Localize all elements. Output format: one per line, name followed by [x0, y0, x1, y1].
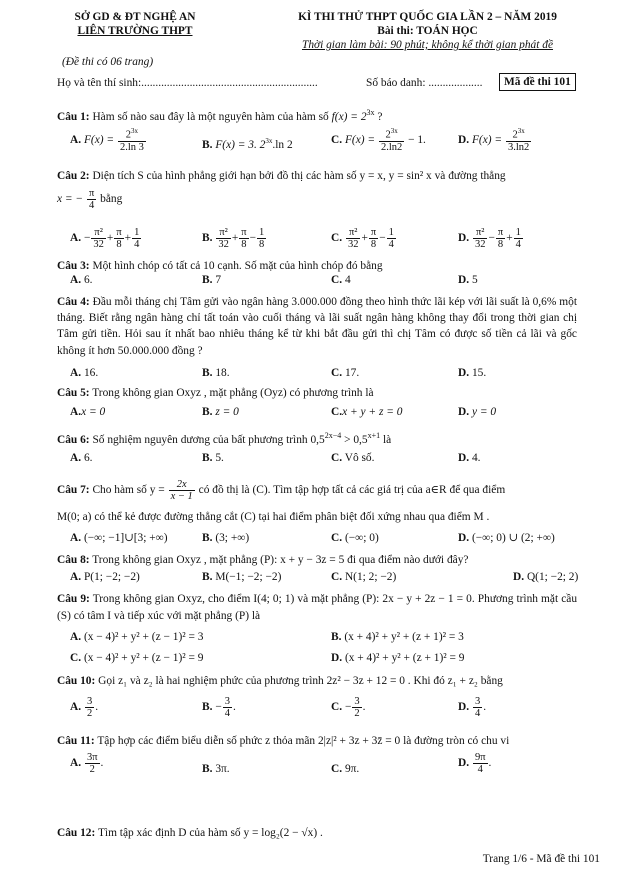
exam-code-box: Mã đề thi 101 [499, 73, 576, 91]
option-label: C. [331, 452, 343, 464]
q4-option-d[interactable] [458, 366, 486, 380]
question-9 [57, 591, 577, 624]
question-12 [57, 826, 323, 840]
option-label: A. [70, 274, 82, 286]
q8-option-b[interactable] [202, 570, 281, 584]
option-label: C. [331, 232, 343, 245]
q5-option-d[interactable] [458, 405, 496, 419]
q6-option-a[interactable] [70, 451, 92, 465]
equation-left: x = − [57, 193, 84, 206]
question-number: Câu 10: [57, 675, 96, 687]
question-text: Số nghiệm nguyên dương của bất phương trình 0,5 [92, 433, 325, 446]
option-label: A. [70, 133, 82, 146]
sign: + [506, 232, 513, 245]
q2-option-c[interactable] [331, 227, 397, 250]
option-text: 15. [471, 367, 487, 379]
option-label: A. [70, 452, 82, 464]
q2-option-a[interactable] [70, 227, 142, 250]
option-text: 9π. [344, 763, 360, 775]
option-label: B. [331, 631, 342, 643]
sign: − [488, 232, 495, 245]
sign: − [379, 232, 386, 245]
denominator: 4 [134, 239, 140, 251]
option-label: B. [202, 406, 213, 418]
numerator: π² [216, 227, 231, 239]
option-label: D. [513, 571, 525, 583]
option-text: F(x) = [83, 133, 115, 146]
option-text: 18. [215, 367, 230, 379]
denominator: 2.ln2 [380, 141, 403, 153]
denominator: 2 [86, 708, 93, 720]
q10-option-d[interactable]: D. $\frac{3}{4}$ . [458, 696, 487, 720]
question-text: Gọi z₁ và z₂ là hai nghiệm phức của phương trình 2z² − 3z + 12 = 0 . Khi đó z₁ + z₂ bằng [98, 675, 503, 687]
option-label: D. [458, 757, 470, 770]
option-text: x = 0 [81, 406, 106, 418]
sign: − [344, 701, 352, 714]
q10-option-a[interactable]: A. $\frac{3}{2}$ . [70, 696, 99, 720]
option-label: C. [70, 652, 82, 664]
candidate-name-line: Họ và tên thí sinh:.............................................................. [57, 77, 318, 89]
q4-option-c[interactable] [331, 366, 359, 380]
option-label: D. [458, 274, 470, 286]
question-number: Câu 1: [57, 110, 90, 123]
q8-option-d[interactable] [513, 570, 578, 584]
option-label: D. [458, 367, 470, 379]
numerator: 1 [134, 227, 140, 238]
option-label: C. [331, 133, 343, 146]
option-text: 4. [471, 452, 481, 464]
q4-option-a[interactable] [70, 366, 98, 380]
q9-option-d[interactable] [331, 651, 464, 665]
option-text-tail: − 1. [408, 133, 426, 146]
function-expression: f(x) = 2 [331, 110, 367, 123]
option-text: x + y + z = 0 [342, 406, 403, 418]
q8-option-a[interactable] [70, 570, 140, 584]
option-label: C. [331, 701, 343, 714]
denominator: 4 [224, 708, 230, 720]
exponent: x+1 [367, 431, 381, 440]
question-text: Cho hàm số y = [92, 484, 165, 497]
numerator: 2 [512, 129, 518, 141]
question-text: Trong không gian Oxyz , mặt phẳng (Oyz) có phương trình là [92, 387, 374, 399]
question-number: Câu 5: [57, 387, 90, 399]
q8-option-c[interactable] [331, 570, 396, 584]
q5-option-c[interactable] [331, 405, 402, 419]
question-11 [57, 734, 509, 748]
school-name: LIÊN TRƯỜNG THPT [77, 25, 193, 37]
option-text-tail: .ln 2 [272, 138, 293, 151]
q7-line-2: M(0; a) có thể kẻ được đường thẳng cắt (C) tại hai điểm phân biệt đối xứng nhau qua điểm M . [57, 511, 490, 523]
option-label: B. [202, 701, 213, 714]
option-label: B. [202, 232, 213, 245]
question-text: Trong không gian Oxyz, cho điểm I(4; 0; 1) và mặt phẳng (P): 2x − y + 2z − 1 = 0. Phương trình mặt cầu (S) có tâm I và tiếp xúc với mặt phẳng (P) là [57, 593, 578, 622]
denominator: 4 [89, 200, 95, 212]
q5-option-a[interactable] [70, 405, 105, 419]
q11-option-c[interactable] [331, 762, 359, 776]
question-4 [57, 294, 577, 359]
exponent: 3x [366, 108, 375, 117]
q7-option-d[interactable] [458, 531, 555, 545]
option-label: A. [70, 232, 82, 245]
option-label: C. [331, 532, 343, 544]
question-number: Câu 11: [57, 735, 95, 747]
numerator: π [241, 227, 247, 238]
option-label: B. [202, 274, 213, 286]
option-label: D. [458, 452, 470, 464]
option-label: D. [458, 532, 470, 544]
option-text: y = 0 [471, 406, 497, 418]
q2-option-d[interactable] [458, 227, 524, 250]
sign: + [231, 232, 239, 245]
option-text: 16. [83, 367, 99, 379]
q1-option-d[interactable] [458, 128, 532, 153]
denominator: x − 1 [170, 491, 193, 503]
option-label: C. [331, 274, 343, 286]
q7-option-a[interactable] [70, 531, 168, 545]
numerator: 2 [125, 129, 132, 141]
numerator: 2x [169, 479, 195, 491]
exam-title: KÌ THI THỬ THPT QUỐC GIA LẦN 2 – NĂM 2019 [298, 11, 557, 23]
numerator: 3π [86, 752, 98, 763]
sign: − [249, 232, 256, 245]
denominator: 32 [93, 239, 104, 251]
option-text: Vô số. [344, 452, 375, 464]
denominator: 3.ln2 [507, 141, 530, 153]
option-label: A. [70, 757, 82, 770]
question-7 [57, 479, 505, 502]
option-text: 6. [83, 452, 93, 464]
numerator: 3 [474, 696, 481, 707]
option-label: B. [202, 367, 213, 379]
denominator: 4 [515, 239, 521, 251]
q3-option-b[interactable] [202, 273, 221, 287]
department-name: SỞ GD & ĐT NGHỆ AN [74, 11, 196, 23]
sign: + [106, 232, 114, 245]
question-text: Hàm số nào sau đây là một nguyên hàm của hàm số [92, 110, 329, 123]
option-label: B. [202, 138, 213, 151]
q4-option-b[interactable] [202, 366, 230, 380]
option-text: 7 [215, 274, 222, 286]
question-mark: ? [377, 110, 383, 123]
q1-option-b[interactable] [202, 137, 293, 152]
exponent: 3x [390, 127, 398, 135]
question-8 [57, 553, 468, 567]
exponent: 3x [265, 137, 273, 145]
option-label: B. [202, 532, 213, 544]
option-label: C. [331, 571, 343, 583]
question-1 [57, 108, 382, 124]
question-text-tail: có đồ thị là (C). Tìm tập hợp tất cả các giá trị của a∈R để qua điểm [198, 484, 506, 497]
question-number: Câu 8: [57, 554, 90, 566]
option-text: P(1; −2; −2) [83, 571, 140, 583]
option-label: C. [331, 763, 343, 775]
question-3 [57, 259, 383, 273]
numerator: π² [473, 227, 488, 239]
question-number: Câu 3: [57, 260, 90, 272]
numerator: π [88, 188, 95, 199]
question-6 [57, 431, 391, 447]
denominator: 32 [347, 239, 359, 251]
denominator: 8 [497, 239, 504, 251]
q3-option-a[interactable] [70, 273, 92, 287]
question-number: Câu 12: [57, 827, 96, 839]
numerator: π² [346, 227, 361, 239]
denominator: 8 [116, 239, 122, 251]
option-text: 6. [83, 274, 93, 286]
option-label: A. [70, 701, 82, 714]
page-count-note: (Đề thi có 06 trang) [62, 56, 154, 68]
numerator: 1 [388, 227, 394, 238]
option-text: (−∞; 0) [344, 532, 379, 544]
q6-option-c[interactable] [331, 451, 374, 465]
option-text: 5 [471, 274, 478, 286]
option-label: A. [70, 571, 82, 583]
q10-option-b[interactable]: B. − $\frac{3}{4}$ . [202, 696, 236, 720]
question-text: Tìm tập xác định D của hàm số y = log₂(2 − √x) . [97, 827, 323, 839]
q3-option-c[interactable] [331, 273, 351, 287]
numerator: 3 [354, 696, 360, 707]
question-text-tail: là [380, 433, 392, 446]
q6-option-b[interactable] [202, 451, 224, 465]
option-text: M(−1; −2; −2) [215, 571, 282, 583]
question-10 [57, 674, 503, 688]
denominator: 2 [354, 708, 360, 720]
denominator: 4 [474, 708, 481, 720]
exam-time: Thời gian làm bài: 90 phút; không kể thời gian phát đề [301, 39, 554, 51]
denominator: 8 [259, 239, 265, 251]
option-text: Q(1; −2; 2) [526, 571, 579, 583]
numerator: π² [91, 227, 106, 239]
option-text: z = 0 [215, 406, 239, 418]
option-label: B. [202, 571, 213, 583]
option-text: (x − 4)² + y² + (z − 1)² = 3 [83, 631, 204, 643]
option-text: 5. [215, 452, 224, 464]
option-label: A. [70, 406, 82, 418]
option-text: (−∞; 0) ∪ (2; +∞) [471, 532, 555, 544]
q10-option-c[interactable]: C. − $\frac{3}{2}$ . [331, 696, 366, 720]
question-text: Diện tích S của hình phẳng giới hạn bởi đồ thị các hàm số y = x, y = sin² x và đường thẳng [92, 170, 506, 182]
option-label: A. [70, 532, 82, 544]
exponent: 3x [131, 127, 139, 135]
option-label: C. [331, 367, 343, 379]
option-text: (−∞; −1]∪[3; +∞) [83, 532, 168, 544]
option-label: C. [331, 406, 343, 418]
numerator: 3 [86, 696, 93, 707]
option-label: D. [458, 133, 470, 146]
option-label: A. [70, 367, 82, 379]
option-label: D. [458, 232, 470, 245]
q11-option-d[interactable]: D. $\frac{9\pi}{4}$ . [458, 752, 492, 776]
q2-line-2 [57, 188, 122, 211]
denominator: 32 [474, 239, 486, 251]
option-label: D. [331, 652, 343, 664]
q9-option-c[interactable] [70, 651, 203, 665]
sign: − [83, 232, 91, 245]
numerator: 1 [515, 227, 521, 238]
option-text: F(x) = [344, 133, 376, 146]
option-label: D. [458, 701, 470, 714]
sign: − [215, 701, 222, 714]
option-label: D. [458, 406, 470, 418]
option-text: (x − 4)² + y² + (z − 1)² = 9 [83, 652, 204, 664]
option-text: (x + 4)² + y² + (z + 1)² = 9 [344, 652, 465, 664]
sign: + [124, 232, 132, 245]
option-text: 4 [344, 274, 351, 286]
numerator: π [370, 227, 377, 238]
sign: + [361, 232, 368, 245]
question-text: Một hình chóp có tất cả 10 cạnh. Số mặt của hình chóp đó bằng [92, 260, 383, 272]
denominator: 4 [388, 239, 394, 251]
numerator: 2 [385, 129, 391, 141]
exponent: 3x [517, 127, 525, 135]
q5-option-b[interactable] [202, 405, 239, 419]
numerator: π [497, 227, 504, 238]
question-number: Câu 7: [57, 484, 90, 497]
option-label: B. [202, 763, 213, 775]
q11-option-b[interactable] [202, 762, 230, 776]
inequality-sign: > 0,5 [341, 433, 368, 446]
question-number: Câu 9: [57, 593, 90, 605]
numerator: π [116, 227, 122, 238]
q6-option-d[interactable] [458, 451, 480, 465]
q1-option-c[interactable] [331, 128, 426, 153]
denominator: 32 [218, 239, 229, 251]
exponent: 2x−4 [324, 431, 342, 440]
numerator: 1 [259, 227, 265, 238]
q11-option-a[interactable]: A. $\frac{3\pi}{2}$ . [70, 752, 104, 776]
option-text: F(x) = [471, 133, 503, 146]
numerator: 9π [474, 752, 486, 763]
option-text: 3π. [215, 763, 230, 775]
candidate-id-line: Số báo danh: ................... [366, 77, 483, 89]
numerator: 3 [224, 696, 230, 707]
question-number: Câu 2: [57, 170, 90, 182]
exam-subject: Bài thi: TOÁN HỌC [377, 25, 478, 37]
question-text: Đầu mỗi tháng chị Tâm gửi vào ngân hàng 3.000.000 đồng theo hình thức lãi kép với lãi suất là 0,6% một tháng. Biết rằng ngân hàng chỉ tất toán vào cuối tháng và lãi suất ngân hàng không thay đổi trong thời gian chị Tâm gửi tiền. Hỏi sau ít nhất bao nhiêu tháng kể từ khi bắt đầu gửi thì chị Tâm có được số tiền cả lãi và gốc không ít hơn 50.000.000 đồng ? [57, 296, 577, 357]
option-text: (3; +∞) [215, 532, 250, 544]
option-label: B. [202, 452, 213, 464]
option-text: 17. [344, 367, 360, 379]
denominator: 8 [241, 239, 247, 251]
option-text: N(1; 2; −2) [344, 571, 397, 583]
q9-option-b[interactable] [331, 630, 464, 644]
question-number: Câu 4: [57, 296, 90, 308]
question-2 [57, 169, 577, 183]
q9-option-a[interactable] [70, 630, 203, 644]
question-number: Câu 6: [57, 433, 90, 446]
denominator: 2 [89, 764, 95, 776]
denominator: 8 [370, 239, 377, 251]
q1-option-a[interactable] [70, 128, 147, 153]
denominator: 4 [477, 764, 483, 776]
q7-option-c[interactable] [331, 531, 379, 545]
question-text: Trong không gian Oxyz , mặt phẳng (P): x + y − 3z = 5 đi qua điểm nào dưới đây? [92, 554, 469, 566]
q7-option-b[interactable] [202, 531, 249, 545]
page-footer: Trang 1/6 - Mã đề thi 101 [482, 853, 600, 865]
option-text: (x + 4)² + y² + (z + 1)² = 3 [344, 631, 464, 643]
q3-option-d[interactable] [458, 273, 478, 287]
equation-right: bằng [100, 193, 123, 206]
option-text: F(x) = 3. 2 [215, 138, 266, 151]
denominator: 2.ln 3 [119, 141, 144, 153]
question-text: Tập hợp các điểm biểu diễn số phức z thỏa mãn 2|z|² + 3z + 3z̄ = 0 là đường tròn có chu vi [97, 735, 510, 747]
q2-option-b[interactable] [202, 227, 267, 250]
option-label: A. [70, 631, 82, 643]
question-5 [57, 386, 374, 400]
